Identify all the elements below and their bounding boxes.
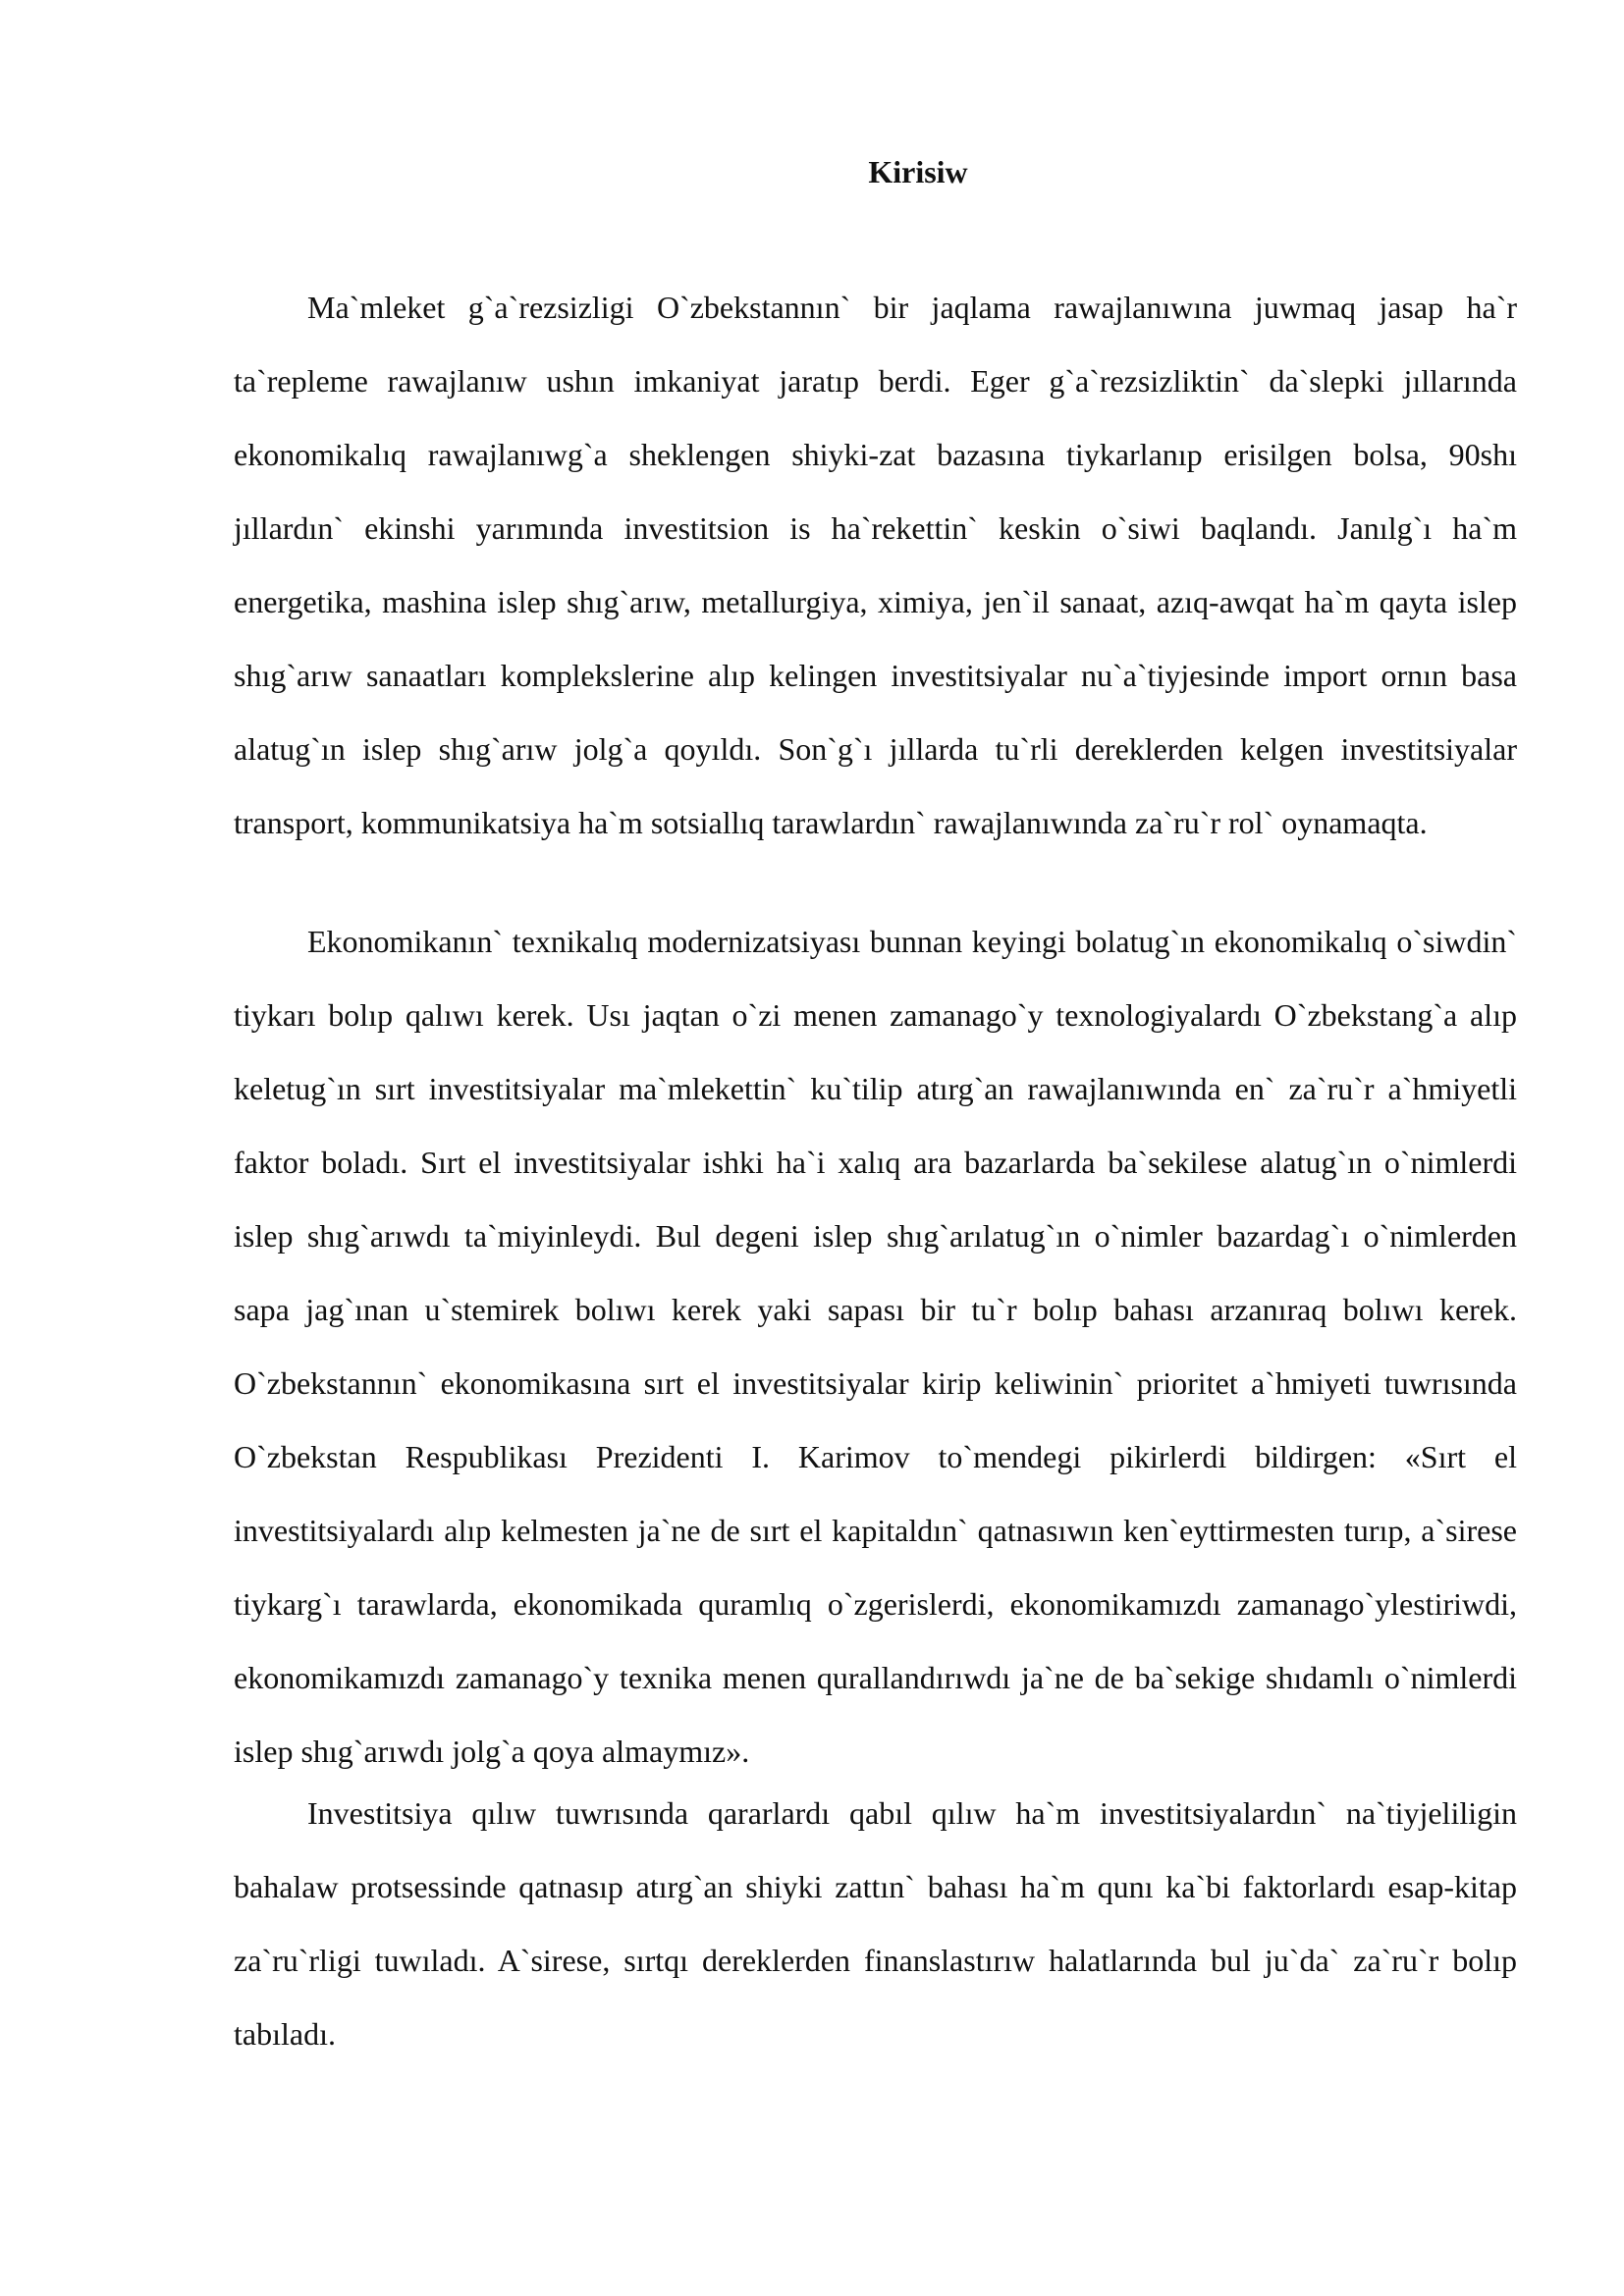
paragraph-3: Investitsiya qılıw tuwrısında qararlardı qabıl qılıw ha`m investitsiyalardın` na`tiyjeliligin bahalaw protsessinde qatnasıp atırg`an shiyki zattın` bahası ha`m qunı ka`bi faktorlardı esap-kitap za`ru`rligi tuwıladı. A`sirese, sırtqı dereklerden finanslastırıw halatlarında bul ju`da` za`ru`r bolıp tabıladı. xyxy=(234,1795,1517,2052)
paragraph-1: Ma`mleket g`a`rezsizligi O`zbekstannın` bir jaqlama rawajlanıwına juwmaq jasap ha`r ta`repleme rawajlanıw ushın imkaniyat jaratıp berdi. Eger g`a`rezsizliktin` da`slepki jıllarında ekonomikalıq rawajlanıwg`a sheklengen shiyki-zat bazasına tiykarlanıp erisilgen bolsa, 90shı jıllardın` ekinshi yarımında investitsion is ha`rekettin` keskin o`siwi baqlandı. Janılg`ı ha`m energetika, mashina islep shıg`arıw, metallurgiya, ximiya, jen`il sanaat, azıq-awqat ha`m qayta islep shıg`arıw sanaatları komplekslerine alıp kelingen investitsiyalar nu`a`tiyjesinde import ornın basa alatug`ın islep shıg`arıw jolg`a qoyıldı. Son`g`ı jıllarda tu`rli dereklerden kelgen investitsiyalar transport, kommunikatsiya ha`m sotsiallıq tarawlardın` rawajlanıwında za`ru`r rol` oynamaqta. xyxy=(234,290,1517,840)
document-title: Kirisiw xyxy=(868,154,968,189)
paragraph-2: Ekonomikanın` texnikalıq modernizatsiyası bunnan keyingi bolatug`ın ekonomikalıq o`siwdin` tiykarı bolıp qalıwı kerek. Usı jaqtan o`zi menen zamanago`y texnologiyalardı O`zbekstang`a alıp keletug`ın sırt investitsiyalar ma`mlekettin` ku`tilip atırg`an rawajlanıwında en` za`ru`r a`hmiyetli faktor boladı. Sırt el investitsiyalar ishki ha`i xalıq ara bazarlarda ba`sekilese alatug`ın o`nimlerdi islep shıg`arıwdı ta`miyinleydi. Bul degeni islep shıg`arılatug`ın o`nimler bazardag`ı o`nimlerden sapa jag`ınan u`stemirek bolıwı kerek yaki sapası bir tu`r bolıp bahası arzanıraq bolıwı kerek. O`zbekstannın` ekonomikasına sırt el investitsiyalar kirip keliwinin` prioritet a`hmiyeti tuwrısında O`zbekstan Respublikası Prezidenti I. Karimov to`mendegi pikirlerdi bildirgen: «Sırt el investitsiyalardı alıp kelmesten ja`ne de sırt el kapitaldın` qatnasıwın ken`eyttirmesten turıp, a`sirese tiykarg`ı tarawlarda, ekonomikada quramlıq o`zgerislerdi, ekonomikamızdı zamanago`ylestiriwdi, ekonomikamızdı zamanago`y texnika menen qurallandırıwdı ja`ne de ba`sekige shıdamlı o`nimlerdi islep shıg`arıwdı jolg`a qoya almaymız». xyxy=(234,924,1517,1769)
